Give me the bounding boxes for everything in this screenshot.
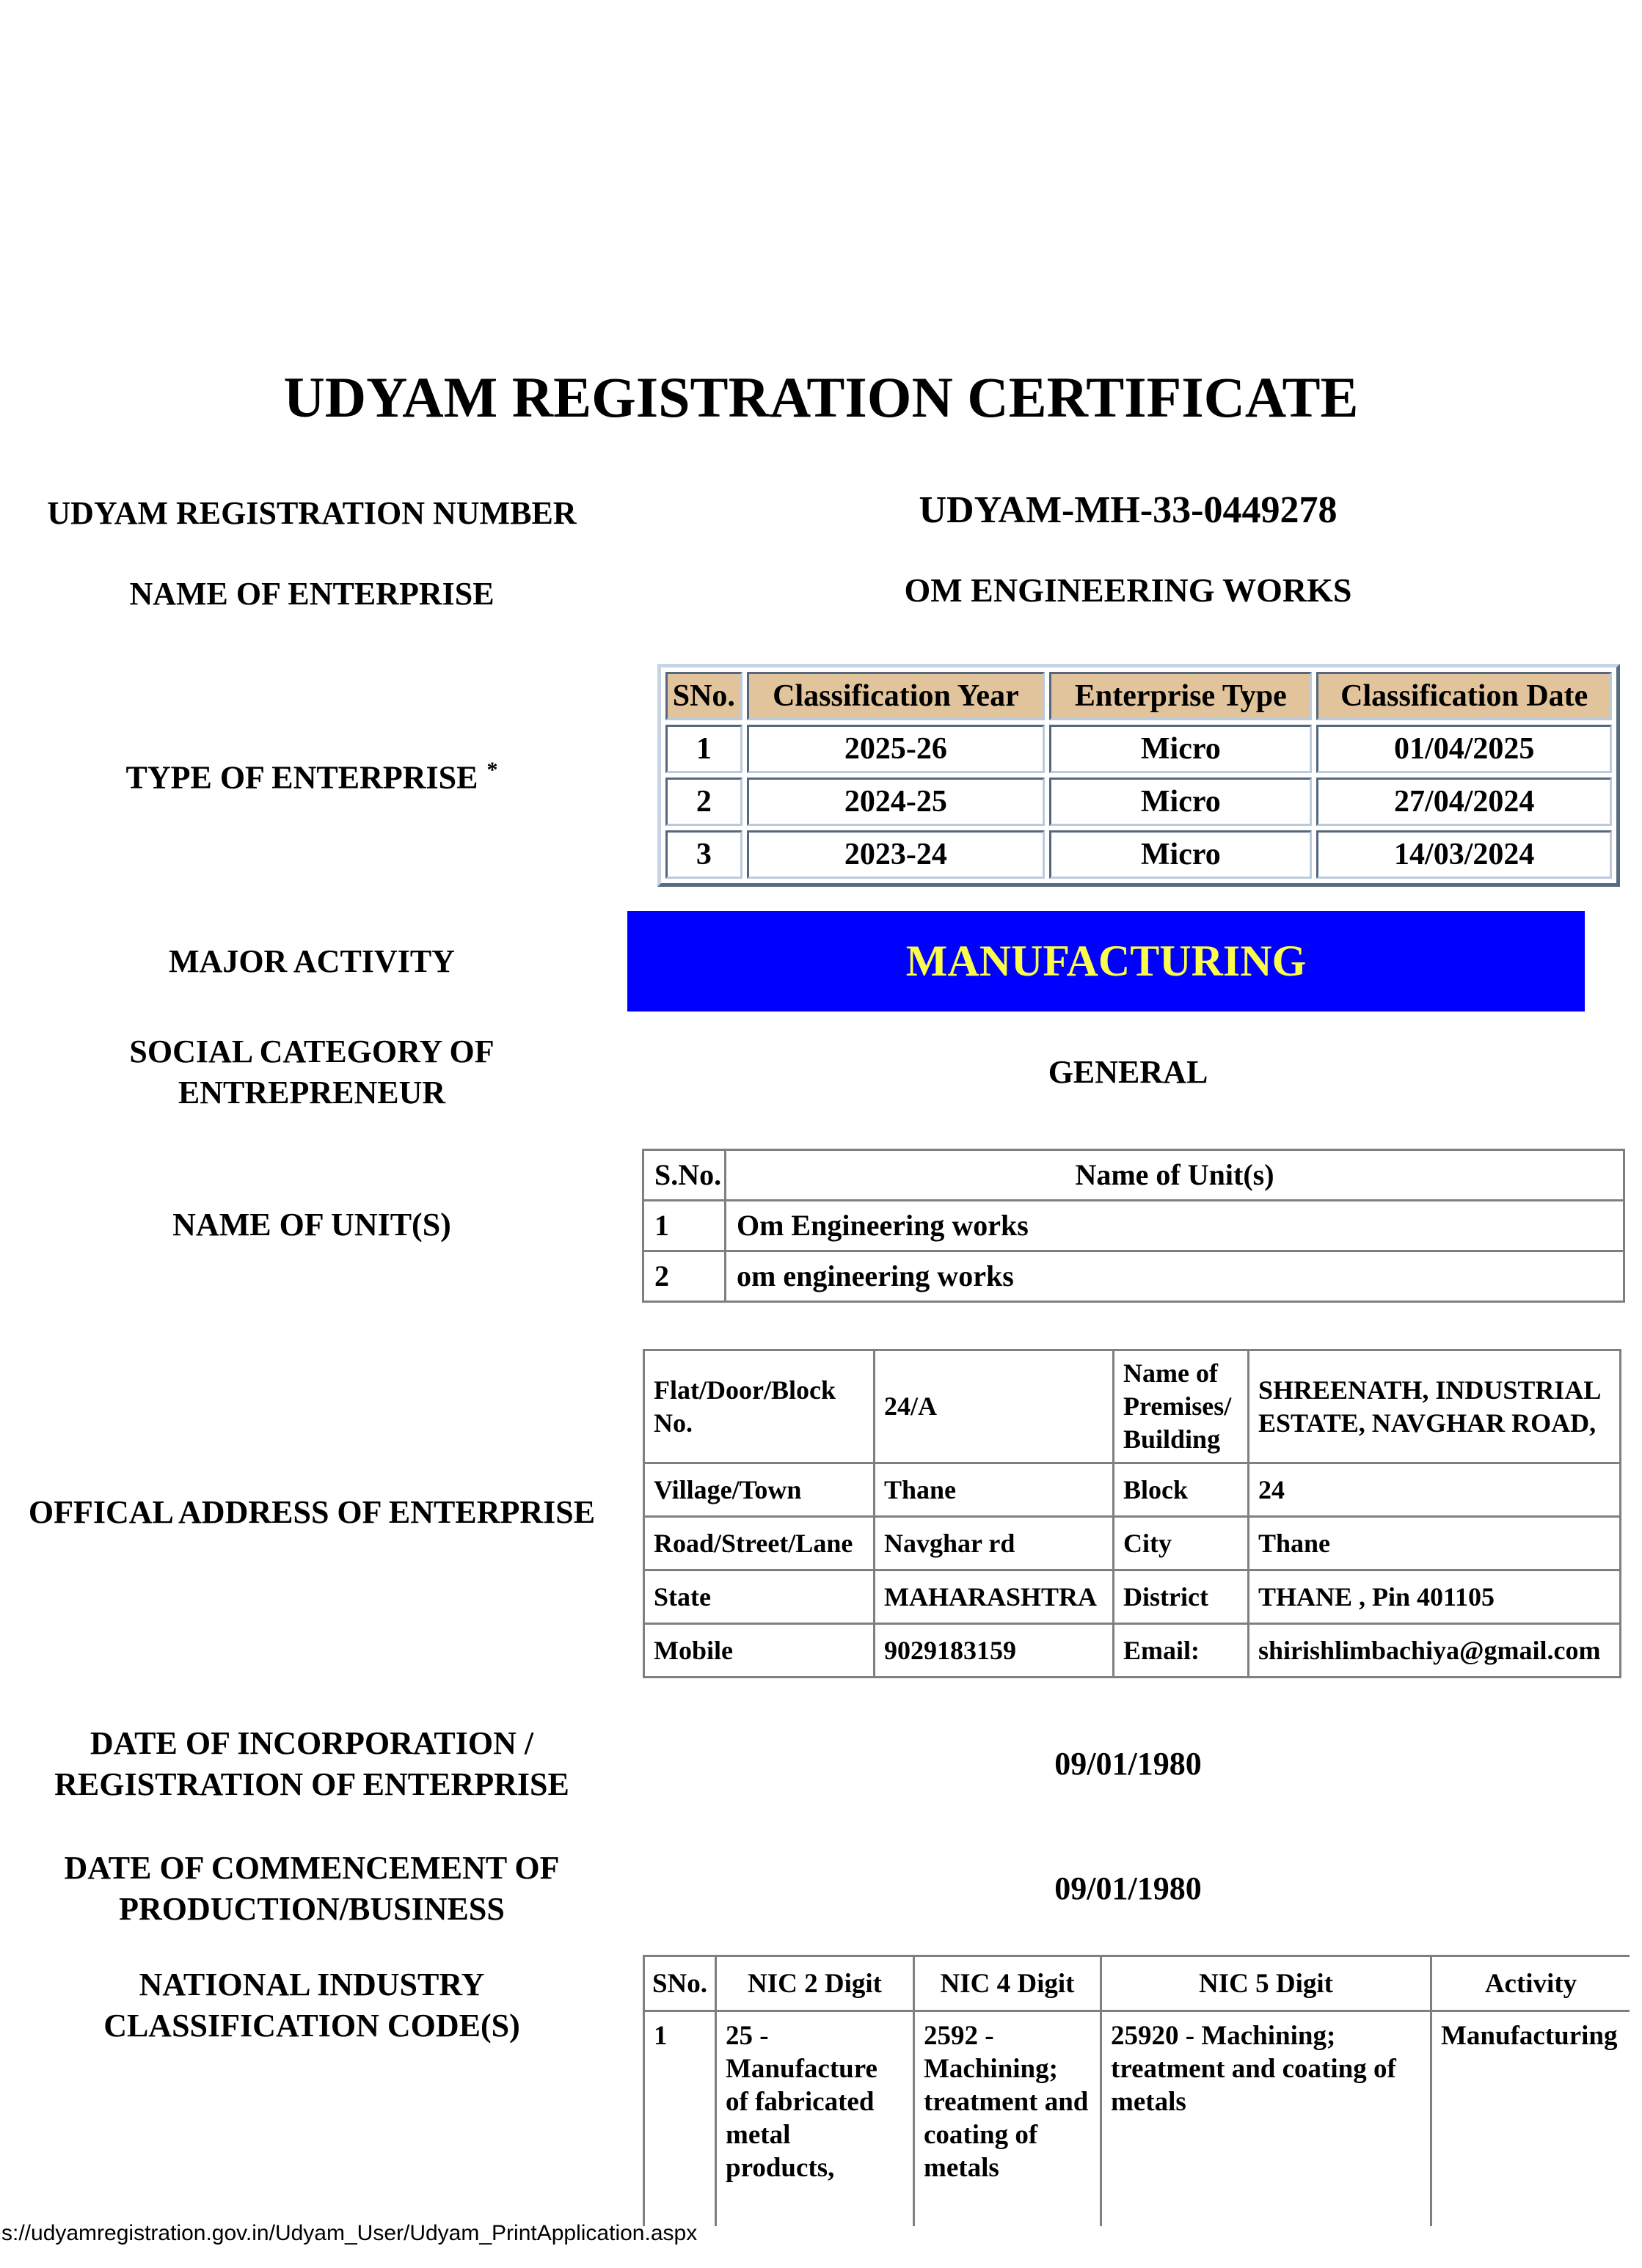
classification-header-row [665,672,1612,720]
classification-header-year: Classification Year [747,672,1046,720]
table-cell: shirishlimbachiya@gmail.com [1249,1624,1621,1678]
table-cell: Om Engineering works [726,1201,1624,1251]
major-activity-label: MAJOR ACTIVITY [169,943,455,979]
table-cell: Thane [875,1463,1114,1517]
enterprise-name-value: OM ENGINEERING WORKS [904,571,1352,609]
print-footer-url: s://udyamregistration.gov.in/Udyam_User/Udyam_PrintApplication.aspx [1,2221,698,2245]
incorporation-date-label: DATE OF INCORPORATION / REGISTRATION OF ENTERPRISE [54,1725,569,1802]
nic-header-4digit: NIC 4 Digit [914,1956,1101,2011]
table-cell: Micro [1049,830,1312,879]
commencement-date-value: 09/01/1980 [1054,1870,1202,1906]
table-cell: 24/A [875,1350,1114,1463]
enterprise-type-label-text: TYPE OF ENTERPRISE [125,759,478,796]
table-cell: 2 [643,1251,726,1302]
table-cell: District [1114,1570,1249,1624]
table-cell: Email: [1114,1624,1249,1678]
table-cell: 14/03/2024 [1316,830,1612,879]
social-category-label: SOCIAL CATEGORY OF ENTREPRENEUR [129,1034,495,1111]
table-cell: 2023-24 [747,830,1046,879]
table-cell: 01/04/2025 [1316,725,1612,773]
table-cell: Name of Premises/ Building [1114,1350,1249,1463]
page-title: UDYAM REGISTRATION CERTIFICATE [283,365,1359,429]
nic-table [643,1955,1630,2226]
classification-row [665,778,1612,826]
table-cell: Manufacturing [1431,2011,1630,2227]
units-table [642,1149,1625,1303]
table-cell: MAHARASHTRA [875,1570,1114,1624]
address-row [644,1350,1621,1463]
table-cell: 25920 - Machining; treatment and coating of metals [1101,2011,1431,2227]
table-cell: Micro [1049,778,1312,826]
table-cell: 1 [643,1201,726,1251]
nic-table-clip [643,1955,1630,2226]
table-cell: THANE , Pin 401105 [1249,1570,1621,1624]
address-row [644,1517,1621,1570]
table-cell: Flat/Door/Block No. [644,1350,875,1463]
address-row [644,1570,1621,1624]
table-cell: State [644,1570,875,1624]
classification-header-type: Enterprise Type [1049,672,1312,720]
units-row [643,1251,1624,1302]
social-category-value: GENERAL [1048,1054,1208,1090]
enterprise-name-label: NAME OF ENTERPRISE [129,576,495,612]
address-row [644,1463,1621,1517]
units-header-row [643,1150,1624,1201]
units-label: NAME OF UNIT(S) [172,1207,451,1243]
classification-header-sno: SNo. [665,672,742,720]
address-label: OFFICAL ADDRESS OF ENTERPRISE [28,1494,596,1530]
table-cell: SHREENATH, INDUSTRIAL ESTATE, NAVGHAR ROAD, [1249,1350,1621,1463]
table-cell: Micro [1049,725,1312,773]
nic-label: NATIONAL INDUSTRY CLASSIFICATION CODE(S) [103,1967,520,2044]
asterisk-mark: * [486,758,498,782]
table-cell: Mobile [644,1624,875,1678]
classification-row [665,830,1612,879]
table-cell: 2 [665,778,742,826]
nic-header-sno: SNo. [644,1956,716,2011]
classification-table [657,664,1620,887]
enterprise-type-label [22,750,602,799]
table-cell: Road/Street/Lane [644,1517,875,1570]
table-cell: 27/04/2024 [1316,778,1612,826]
nic-header-activity: Activity [1431,1956,1630,2011]
table-cell: City [1114,1517,1249,1570]
registration-number-value: UDYAM-MH-33-0449278 [919,489,1338,531]
nic-header-row [644,1956,1630,2011]
address-row [644,1624,1621,1678]
table-cell: 3 [665,830,742,879]
table-cell: 2024-25 [747,778,1046,826]
nic-row [644,2011,1630,2227]
table-cell: 9029183159 [875,1624,1114,1678]
registration-number-label: UDYAM REGISTRATION NUMBER [47,495,577,531]
table-cell: om engineering works [726,1251,1624,1302]
table-cell: Thane [1249,1517,1621,1570]
table-cell: 24 [1249,1463,1621,1517]
address-table [643,1349,1621,1678]
incorporation-date-value: 09/01/1980 [1054,1746,1202,1782]
table-cell: 1 [644,2011,716,2227]
nic-header-5digit: NIC 5 Digit [1101,1956,1431,2011]
nic-header-2digit: NIC 2 Digit [716,1956,914,2011]
classification-row [665,725,1612,773]
table-cell: 25 - Manufacture of fabricated metal products, [716,2011,914,2227]
major-activity-banner: MANUFACTURING [627,911,1585,1012]
units-header-name: Name of Unit(s) [726,1150,1624,1201]
table-cell: Navghar rd [875,1517,1114,1570]
classification-header-date: Classification Date [1316,672,1612,720]
units-header-sno: S.No. [643,1150,726,1201]
table-cell: Block [1114,1463,1249,1517]
table-cell: 2025-26 [747,725,1046,773]
table-cell: 2592 - Machining; treatment and coating of metals [914,2011,1101,2227]
commencement-date-label: DATE OF COMMENCEMENT OF PRODUCTION/BUSINESS [64,1850,560,1927]
table-cell: Village/Town [644,1463,875,1517]
units-row [643,1201,1624,1251]
table-cell: 1 [665,725,742,773]
